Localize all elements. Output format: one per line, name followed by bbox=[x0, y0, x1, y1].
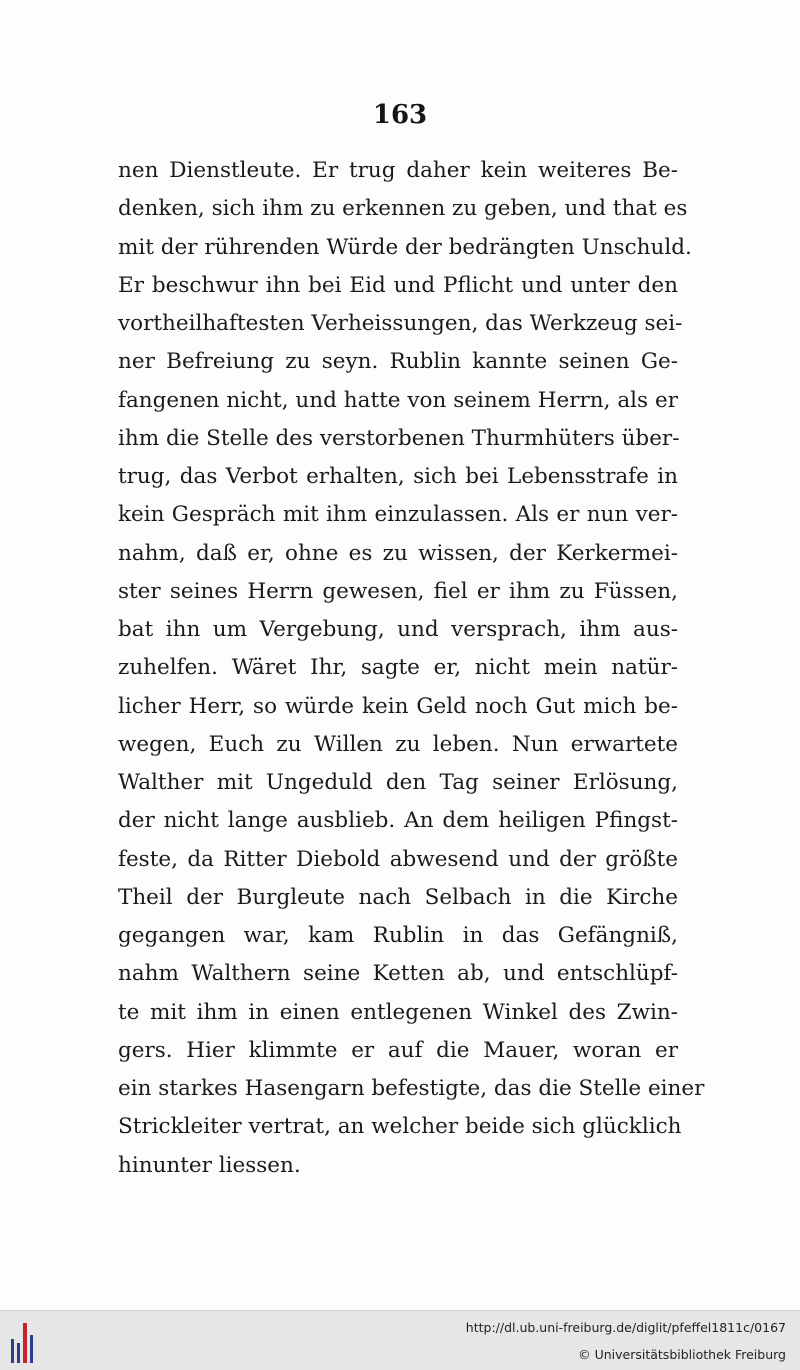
text-line: trug, das Verbot erhalten, sich bei Lebensstrafe in bbox=[118, 464, 678, 489]
text-line: gegangen war, kam Rublin in das Gefängniß, bbox=[118, 923, 678, 948]
logo-bar bbox=[11, 1339, 14, 1363]
text-line: zuhelfen. Wäret Ihr, sagte er, nicht mein natür- bbox=[118, 655, 678, 681]
text-line: gers. Hier klimmte er auf die Mauer, woran er bbox=[118, 1037, 678, 1063]
text-line: Walther mit Ungeduld den Tag seiner Erlösung, bbox=[118, 770, 678, 795]
copyright-text: © Universitätsbibliothek Freiburg bbox=[578, 1347, 786, 1362]
text-line: nahm Walthern seine Ketten ab, und entschlüpf- bbox=[118, 961, 678, 987]
text-line: nen Dienstleute. Er trug daher kein weiteres Be- bbox=[118, 158, 678, 183]
text-line: fangenen nicht, und hatte von seinem Herrn, als er bbox=[118, 387, 678, 413]
text-line: ein starkes Hasengarn befestigte, das die Stelle einer bbox=[118, 1076, 705, 1101]
text-line: vortheilhaftesten Verheissungen, das Werkzeug sei- bbox=[118, 311, 683, 336]
text-line: kein Gespräch mit ihm einzulassen. Als er nun ver- bbox=[118, 502, 678, 528]
footer-bar bbox=[0, 1310, 800, 1370]
text-line: hinunter liessen. bbox=[118, 1152, 301, 1178]
body-text bbox=[118, 152, 705, 1185]
text-line: wegen, Euch zu Willen zu leben. Nun erwartete bbox=[118, 731, 678, 757]
text-line: ner Befreiung zu seyn. Rublin kannte seinen Ge- bbox=[118, 349, 678, 375]
text-line: bat ihn um Vergebung, und versprach, ihm aus- bbox=[118, 617, 678, 642]
page-number: 163 bbox=[372, 100, 428, 130]
text-line: nahm, daß er, ohne es zu wissen, der Kerkermei- bbox=[118, 540, 678, 566]
text-line: feste, da Ritter Diebold abwesend und der größte bbox=[118, 846, 678, 872]
text-line: Strickleiter vertrat, an welcher beide sich glücklich bbox=[118, 1114, 682, 1140]
logo-bar bbox=[23, 1323, 27, 1363]
text-line: Er beschwur ihn bei Eid und Pflicht und unter den bbox=[118, 272, 678, 298]
text-line: te mit ihm in einen entlegenen Winkel des Zwin- bbox=[118, 999, 678, 1025]
library-logo-icon[interactable] bbox=[8, 1321, 44, 1365]
text-line: denken, sich ihm zu erkennen zu geben, und that es bbox=[118, 196, 688, 222]
source-url-link[interactable]: http://dl.ub.uni-freiburg.de/diglit/pfeffel1811c/0167 bbox=[465, 1320, 786, 1335]
text-line: Theil der Burgleute nach Selbach in die Kirche bbox=[118, 884, 678, 910]
text-line: ihm die Stelle des verstorbenen Thurmhüters über- bbox=[118, 425, 680, 451]
logo-bar bbox=[30, 1335, 33, 1363]
text-line: der nicht lange ausblieb. An dem heiligen Pfingst- bbox=[118, 808, 678, 834]
text-line: ster seines Herrn gewesen, fiel er ihm zu Füssen, bbox=[118, 578, 678, 604]
text-line: mit der rührenden Würde der bedrängten Unschuld. bbox=[118, 234, 692, 260]
logo-bar bbox=[17, 1343, 20, 1363]
text-line: licher Herr, so würde kein Geld noch Gut mich be- bbox=[118, 693, 678, 719]
